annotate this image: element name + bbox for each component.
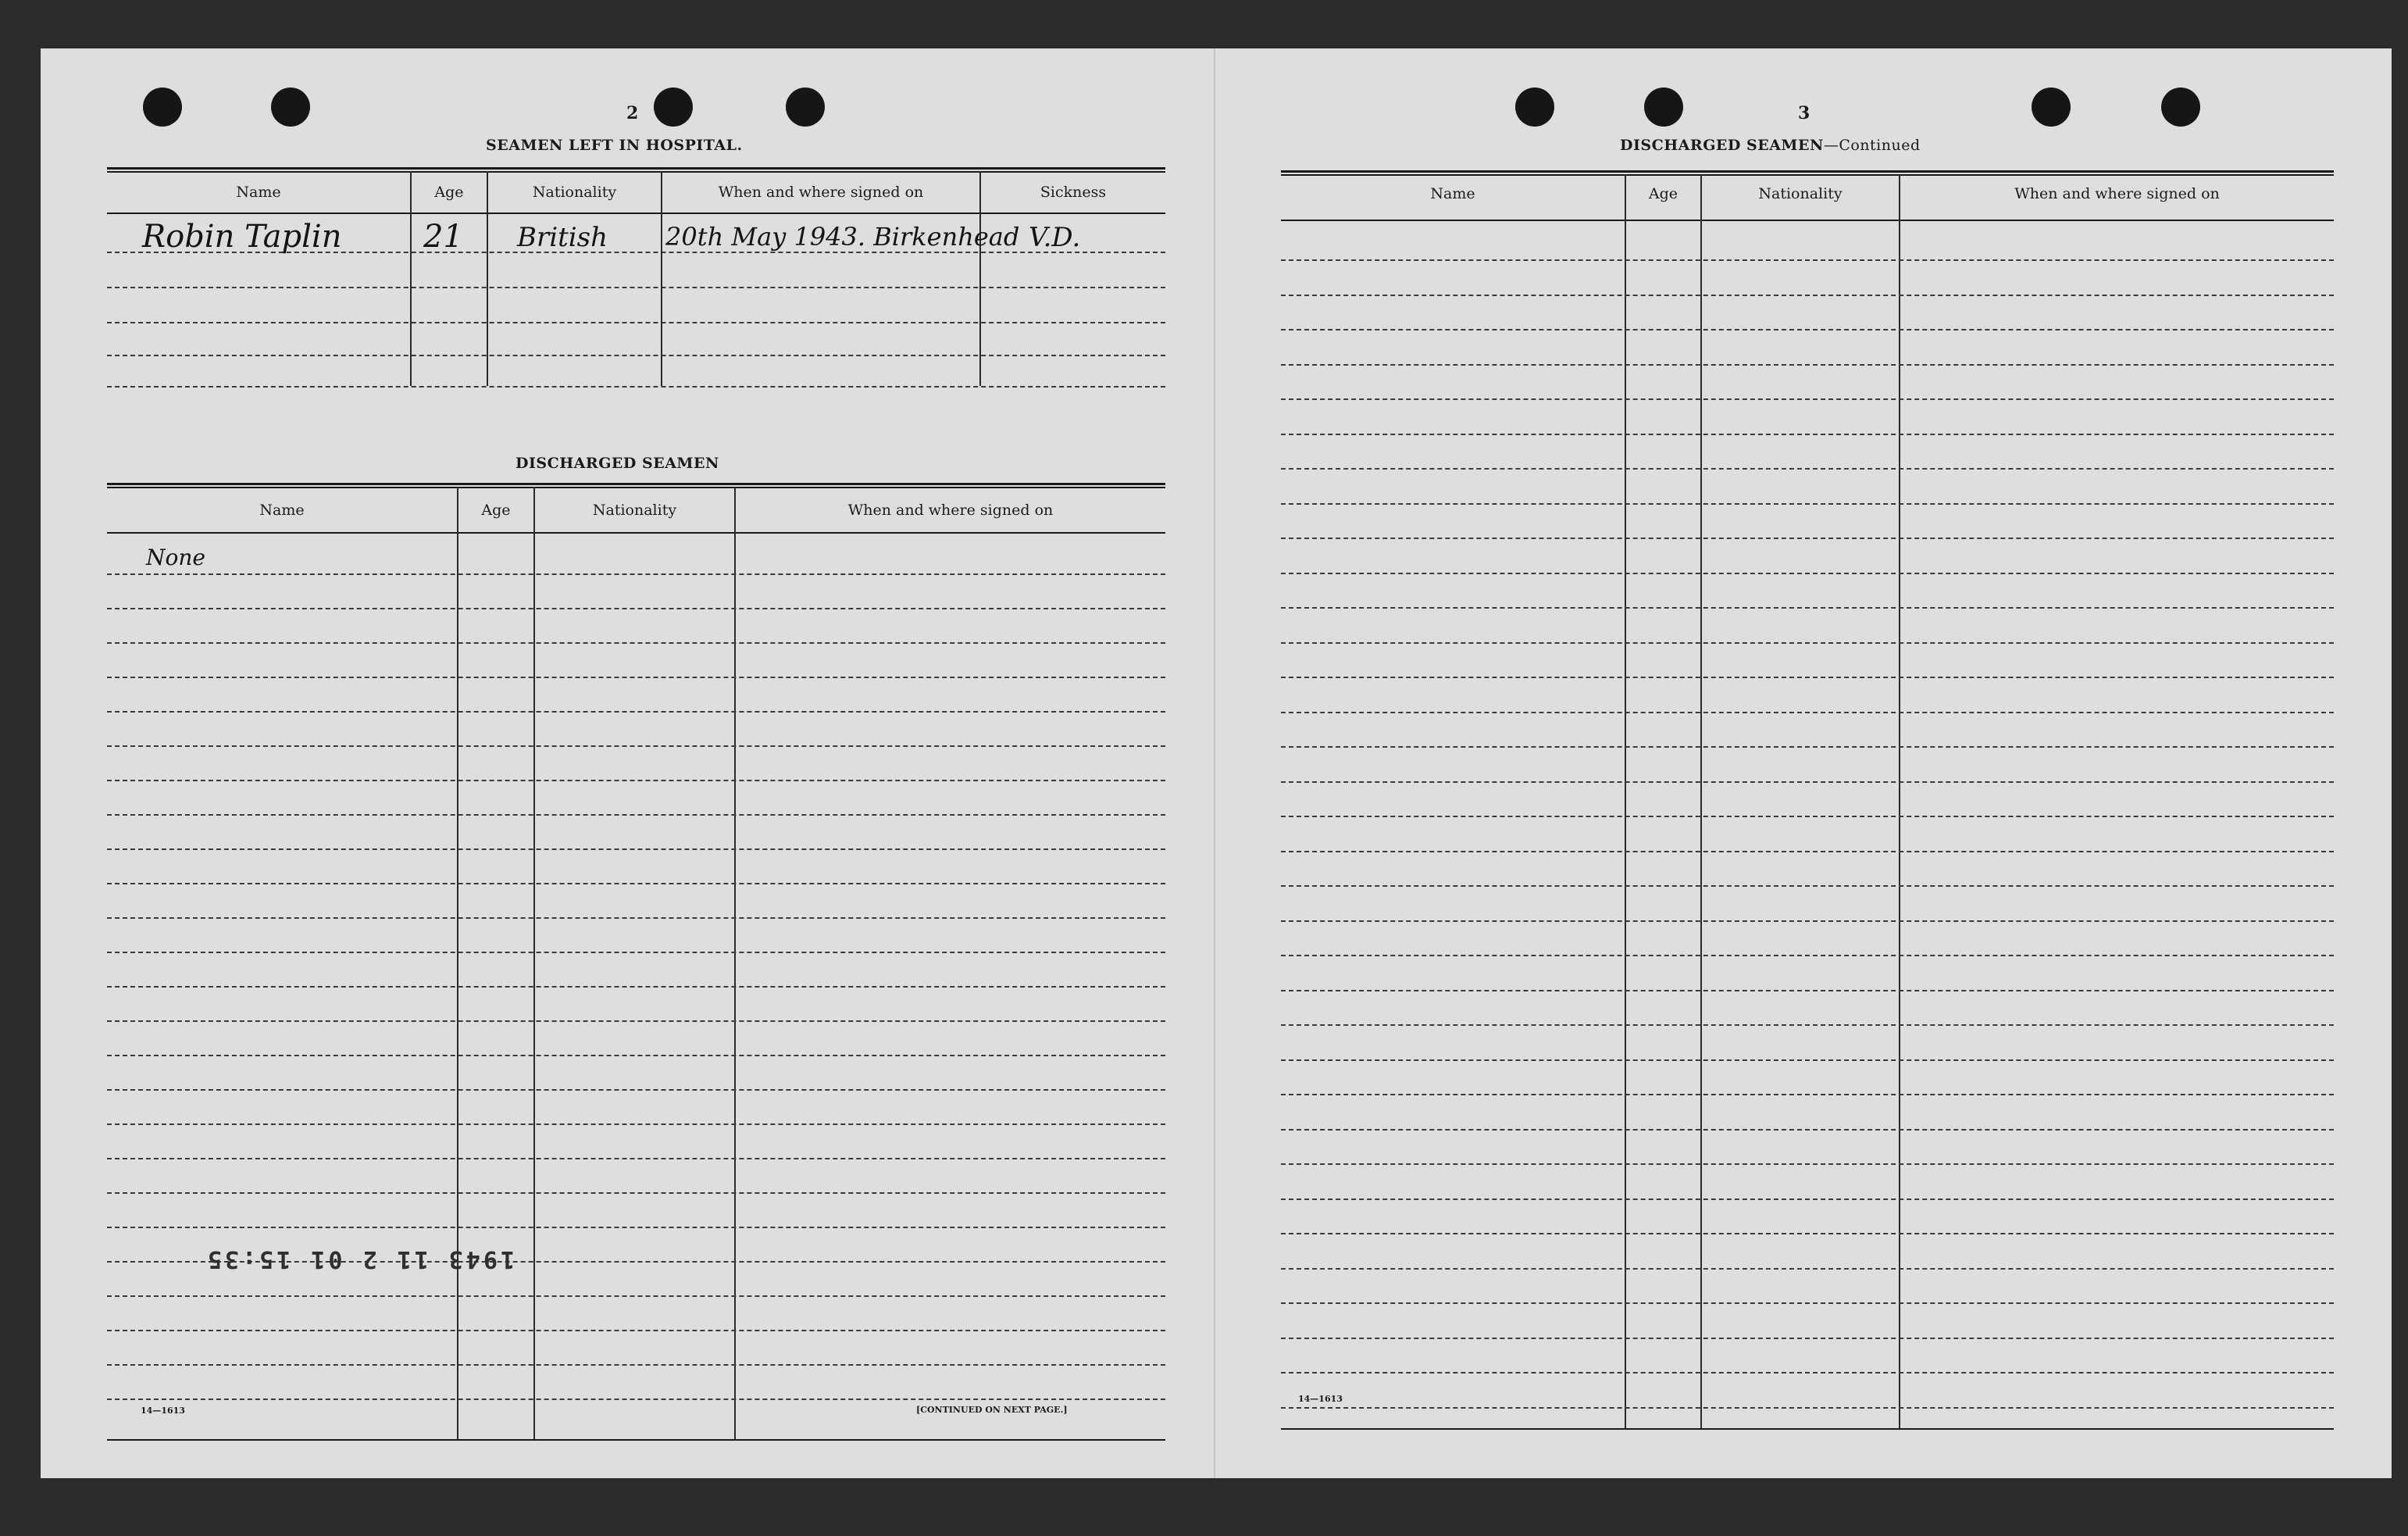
- col-header-name: Name: [259, 502, 305, 519]
- seaman-age: 21: [423, 219, 463, 255]
- col-header-name: Name: [1430, 185, 1475, 202]
- row-line: [1281, 573, 2334, 574]
- row-line: [1281, 607, 2334, 609]
- row-line: [107, 1364, 1165, 1366]
- row-line: [107, 642, 1165, 644]
- row-line: [1281, 1163, 2334, 1165]
- row-line: [107, 952, 1165, 953]
- row-line: [1281, 781, 2334, 783]
- row-line: [107, 573, 1165, 575]
- row-line: [107, 745, 1165, 747]
- page-fold: [1214, 48, 1215, 1478]
- row-line: [1281, 642, 2334, 644]
- col-header-name: Name: [236, 184, 281, 201]
- row-line: [1281, 468, 2334, 470]
- punch-hole: [654, 88, 693, 127]
- row-line: [1281, 398, 2334, 400]
- document-sheet: [41, 48, 2392, 1478]
- punch-hole: [2161, 88, 2200, 127]
- row-line: [1281, 677, 2334, 678]
- page-number: 2: [626, 103, 639, 123]
- row-line: [107, 1020, 1165, 1022]
- date-stamp: 1943 11 2 01 15:35: [205, 1245, 515, 1273]
- title-suffix: —Continued: [1823, 137, 1921, 154]
- row-line: [107, 848, 1165, 850]
- row-line: [1281, 851, 2334, 852]
- row-line: [107, 677, 1165, 678]
- row-line: [1281, 1129, 2334, 1131]
- row-line: [1281, 1302, 2334, 1304]
- row-line: [1281, 990, 2334, 991]
- row-line: [107, 986, 1165, 988]
- row-line: [1281, 1024, 2334, 1026]
- row-line: [1281, 1407, 2334, 1409]
- row-line: [1281, 746, 2334, 748]
- punch-hole: [786, 88, 825, 127]
- row-line: [1281, 1233, 2334, 1234]
- seaman-nationality: British: [517, 222, 608, 253]
- col-header-sickness: Sickness: [1040, 184, 1107, 201]
- punch-hole: [143, 88, 182, 127]
- row-line: [1281, 920, 2334, 922]
- row-line: [107, 1330, 1165, 1331]
- row-line: [1281, 434, 2334, 435]
- row-line: [1281, 1059, 2334, 1061]
- col-header-signed-on: When and where signed on: [718, 184, 924, 201]
- row-line: [107, 1158, 1165, 1159]
- row-line: [1281, 329, 2334, 330]
- row-line: [1281, 885, 2334, 887]
- row-line: [1281, 295, 2334, 296]
- row-line: [107, 917, 1165, 919]
- form-number: 14—1613: [1298, 1394, 1343, 1404]
- discharged-section-title: DISCHARGED SEAMEN: [515, 455, 719, 472]
- seaman-signed-on: 20th May 1943. Birkenhead: [665, 222, 1020, 252]
- row-line: [1281, 364, 2334, 366]
- row-line: [1281, 712, 2334, 713]
- row-line: [107, 1089, 1165, 1091]
- row-line: [107, 883, 1165, 884]
- row-line: [107, 1123, 1165, 1125]
- punch-hole: [2032, 88, 2071, 127]
- row-line: [1281, 1198, 2334, 1200]
- seaman-name: Robin Taplin: [142, 219, 342, 255]
- row-line: [107, 1192, 1165, 1194]
- col-header-signed-on: When and where signed on: [2014, 185, 2220, 202]
- punch-hole: [1515, 88, 1554, 127]
- col-header-nationality: Nationality: [532, 184, 617, 201]
- row-line: [1281, 503, 2334, 505]
- row-line: [1281, 955, 2334, 956]
- page-number: 3: [1798, 103, 1810, 123]
- row-line: [107, 608, 1165, 609]
- seaman-sickness: V.D.: [1029, 222, 1081, 253]
- col-header-nationality: Nationality: [592, 502, 677, 519]
- row-line: [1281, 1338, 2334, 1339]
- form-number: 14—1613: [141, 1406, 185, 1416]
- row-line: [107, 711, 1165, 713]
- discharged-continued-title: [1620, 137, 1921, 154]
- col-header-nationality: Nationality: [1758, 185, 1843, 202]
- row-line: [1281, 816, 2334, 817]
- row-line: [1281, 1268, 2334, 1270]
- row-line: [107, 1227, 1165, 1228]
- row-line: [107, 1295, 1165, 1297]
- title-main: DISCHARGED SEAMEN: [1620, 137, 1824, 154]
- row-line: [107, 1398, 1165, 1400]
- row-line: [107, 780, 1165, 781]
- row-line: [1281, 259, 2334, 261]
- row-line: [1281, 1372, 2334, 1373]
- discharged-entry-none: None: [146, 545, 205, 570]
- col-header-age: Age: [481, 502, 511, 519]
- row-line: [107, 814, 1165, 816]
- col-header-signed-on: When and where signed on: [847, 502, 1054, 519]
- row-line: [1281, 538, 2334, 539]
- row-line: [107, 1055, 1165, 1056]
- row-line: [1281, 1094, 2334, 1095]
- col-header-age: Age: [1648, 185, 1678, 202]
- continued-note: [CONTINUED ON NEXT PAGE.]: [916, 1405, 1068, 1415]
- col-header-age: Age: [434, 184, 464, 201]
- punch-hole: [271, 88, 310, 127]
- punch-hole: [1644, 88, 1683, 127]
- hospital-section-title: SEAMEN LEFT IN HOSPITAL.: [486, 137, 743, 154]
